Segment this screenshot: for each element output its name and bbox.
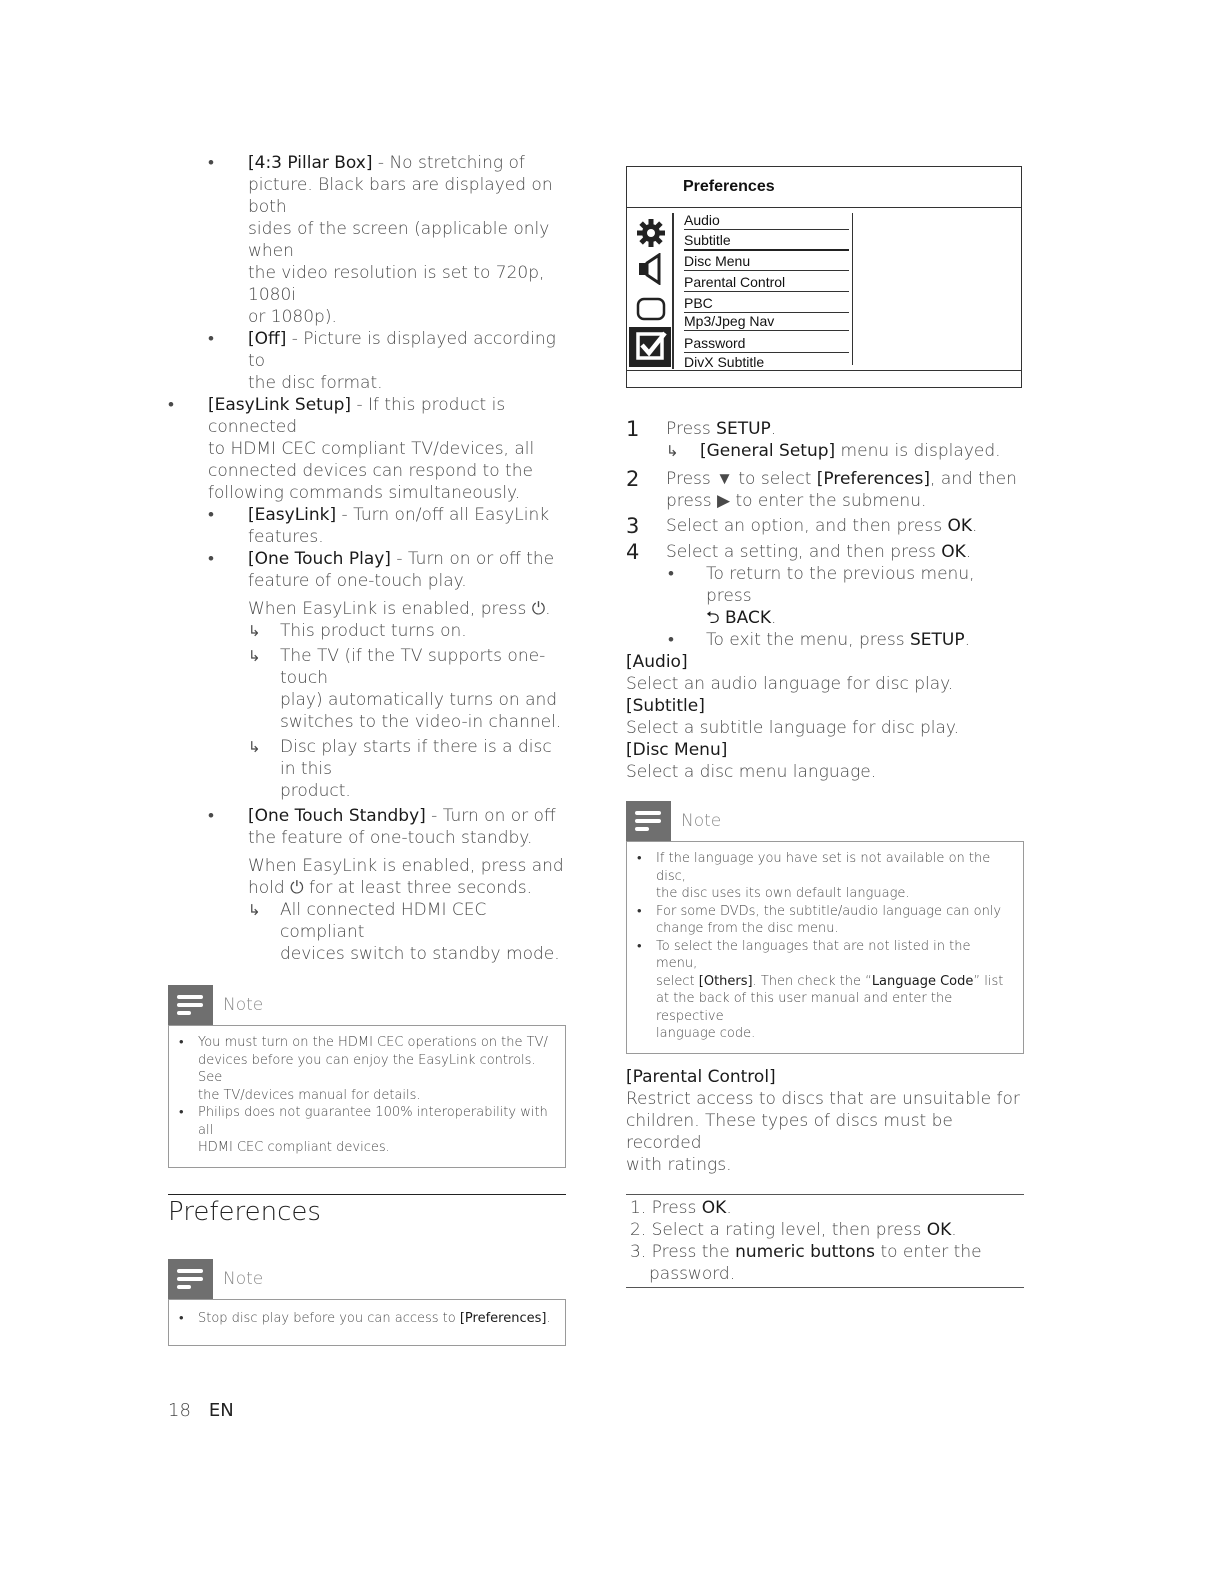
result-arrow-icon: ↳ [666,442,679,460]
step-4-bullet-return: • To return to the previous menu, press ⮌ BACK. [668,564,975,628]
note-item: • For some DVDs, the subtitle/audio language can only change from the disc menu. [637,903,1002,936]
note-item: • To select the languages that are not listed in the menu, select [Others]. Then check the “Language Code” list at the back of this user manual and enter the respective language code. [637,938,1004,1041]
result-arrow-icon: ↳ [248,901,261,919]
bullet: • [208,505,214,525]
left-column [168,152,566,1346]
speaker-icon [635,253,667,285]
menu-item-disc-menu[interactable]: Disc Menu [684,252,849,271]
subtitle-description: Select a subtitle language for disc play. [626,718,959,738]
menu-item-audio[interactable]: Audio [684,211,849,230]
subtitle-heading: [Subtitle] [626,696,705,716]
option-off: • [Off] - Picture is displayed according to the disc format. [208,329,556,393]
otp-result: ↳ This product turns on. [248,621,467,641]
section-title: Preferences [168,1196,321,1227]
language-code: EN [208,1400,234,1421]
note-title: Note [223,995,264,1015]
bullet: • [168,395,174,415]
step-4-bullet-exit: • To exit the menu, press SETUP. [668,630,971,650]
note-icon [168,985,213,1025]
note-title: Note [223,1268,264,1289]
right-column [626,166,1024,1288]
note-icon [626,801,671,841]
bullet: • [208,329,214,349]
step-3: 3 Select an option, and then press OK. [626,514,978,538]
menu-item-password[interactable]: Password [684,334,849,353]
note-box [626,801,1024,1054]
parental-heading: [Parental Control] [626,1066,776,1087]
result-arrow-icon: ↳ [248,738,261,756]
note-box [168,1259,566,1347]
page-footer [168,1400,234,1421]
note-item: • You must turn on the HDMI CEC operations on the TV/ devices before you can enjoy the EasyLink controls. See the TV/devices manual for details. [179,1035,548,1103]
note-box [168,985,566,1168]
option-one-touch-standby: • [One Touch Standby] - Turn on or off the feature of one-touch standby. [208,806,556,848]
checkbox-icon [629,327,671,367]
menu-item-subtitle[interactable]: Subtitle [684,231,849,251]
menu-item-mp3-jpeg-nav[interactable]: Mp3/Jpeg Nav [684,312,849,331]
otp-when: When EasyLink is enabled, press ⏻. [248,599,551,619]
menu-item-divx-subtitle[interactable]: DivX Subtitle [684,354,765,370]
step-1: 1 Press SETUP. [626,417,777,441]
option-easylink: • [EasyLink] - Turn on/off all EasyLink features. [208,505,550,547]
ots-when: When EasyLink is enabled, press and hold ⏻ for at least three seconds. [248,856,564,898]
result-arrow-icon: ↳ [248,622,261,640]
result-arrow-icon: ↳ [248,647,261,665]
bullet: • [208,153,214,173]
option-easylink-setup: • [EasyLink Setup] - If this product is connected to HDMI CEC compliant TV/devices, all connected devices can respond to the following commands simultaneously. [168,395,535,503]
otp-result: ↳ Disc play starts if there is a disc in this product. [248,737,552,801]
note-icon [168,1259,213,1299]
audio-heading: [Audio] [626,652,688,672]
disc-menu-description: Select a disc menu language. [626,762,877,782]
menu-title: Preferences [683,178,775,195]
step-2: 2 Press ▼ to select [Preferences], and then press ▶ to enter the submenu. [626,467,1017,511]
preferences-menu-panel [626,166,1022,388]
step-1-result: ↳ [General Setup] menu is displayed. [666,441,1001,461]
bullet: • [208,806,214,826]
note-item: • If the language you have set is not available on the disc, the disc uses its own default language. [637,851,991,901]
option-one-touch-play: • [One Touch Play] - Turn on or off the feature of one-touch play. [208,549,555,591]
page-number: 18 [168,1400,191,1421]
parental-steps: 1. Press OK. 2. Select a rating level, then press OK. 3. Press the numeric buttons to enter the password. [630,1197,982,1284]
gear-icon [635,217,667,249]
disc-menu-heading: [Disc Menu] [626,740,728,760]
audio-description: Select an audio language for disc play. [626,674,954,694]
ots-result: ↳ All connected HDMI CEC compliant devices switch to standby mode. [248,900,560,964]
note-title: Note [681,811,722,831]
parental-description: Restrict access to discs that are unsuitable for children. These types of discs must be recorded with ratings. [626,1088,1020,1175]
screen-icon [635,293,667,325]
note-item: • Stop disc play before you can access to [Preferences]. [179,1310,551,1326]
otp-result: ↳ The TV (if the TV supports one-touch play) automatically turns on and switches to the video-in channel. [248,646,562,732]
note-item: • Philips does not guarantee 100% interoperability with all HDMI CEC compliant devices. [179,1105,548,1155]
menu-item-pbc[interactable]: PBC [684,294,849,313]
step-4: 4 Select a setting, and then press OK. [626,540,972,564]
option-pillar-box: • [4:3 Pillar Box] - No stretching of picture. Black bars are displayed on both sides of the screen (applicable only when the video resolution is set to 720p, 1080i or 1080p). [208,153,553,327]
menu-item-parental-control[interactable]: Parental Control [684,273,849,292]
bullet: • [208,549,214,569]
